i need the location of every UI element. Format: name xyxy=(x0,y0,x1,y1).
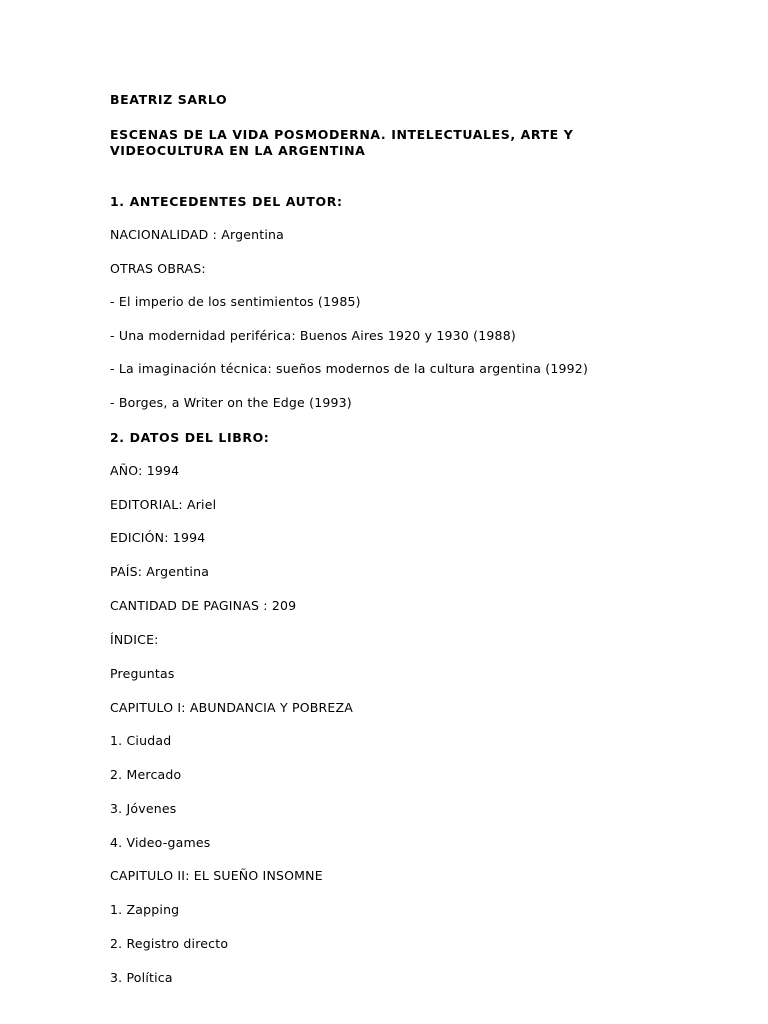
edition-line: EDICIÓN: 1994 xyxy=(110,530,206,545)
nationality-line: NACIONALIDAD : Argentina xyxy=(110,227,285,242)
chapter-item: 1. Ciudad xyxy=(110,733,172,748)
index-entry: Preguntas xyxy=(110,666,175,681)
chapter-heading: CAPITULO II: EL SUEÑO INSOMNE xyxy=(110,868,323,883)
chapter-heading: CAPITULO I: ABUNDANCIA Y POBREZA xyxy=(110,700,354,715)
work-item: - El imperio de los sentimientos (1985) xyxy=(110,294,361,309)
page-count-line: CANTIDAD DE PAGINAS : 209 xyxy=(110,598,297,613)
country-line: PAÍS: Argentina xyxy=(110,564,210,579)
work-item: - Borges, a Writer on the Edge (1993) xyxy=(110,395,352,410)
chapter-item: 1. Zapping xyxy=(110,902,180,917)
index-label: ÍNDICE: xyxy=(110,632,159,647)
section-heading-book: 2. DATOS DEL LIBRO: xyxy=(110,430,270,445)
section-heading-author: 1. ANTECEDENTES DEL AUTOR: xyxy=(110,194,343,209)
publisher-line: EDITORIAL: Ariel xyxy=(110,497,217,512)
chapter-item: 2. Registro directo xyxy=(110,936,229,951)
chapter-item: 3. Jóvenes xyxy=(110,801,177,816)
year-line: AÑO: 1994 xyxy=(110,463,180,478)
other-works-label: OTRAS OBRAS: xyxy=(110,261,206,276)
chapter-item: 3. Política xyxy=(110,970,173,985)
work-item: - La imaginación técnica: sueños modernos de la cultura argentina (1992) xyxy=(110,361,589,376)
chapter-item: 2. Mercado xyxy=(110,767,182,782)
book-title-line-2: VIDEOCULTURA EN LA ARGENTINA xyxy=(110,143,366,158)
chapter-item: 4. Video-games xyxy=(110,835,211,850)
author-name: BEATRIZ SARLO xyxy=(110,92,228,107)
work-item: - Una modernidad periférica: Buenos Aires 1920 y 1930 (1988) xyxy=(110,328,516,343)
book-title-line-1: ESCENAS DE LA VIDA POSMODERNA. INTELECTUALES, ARTE Y xyxy=(110,127,574,142)
